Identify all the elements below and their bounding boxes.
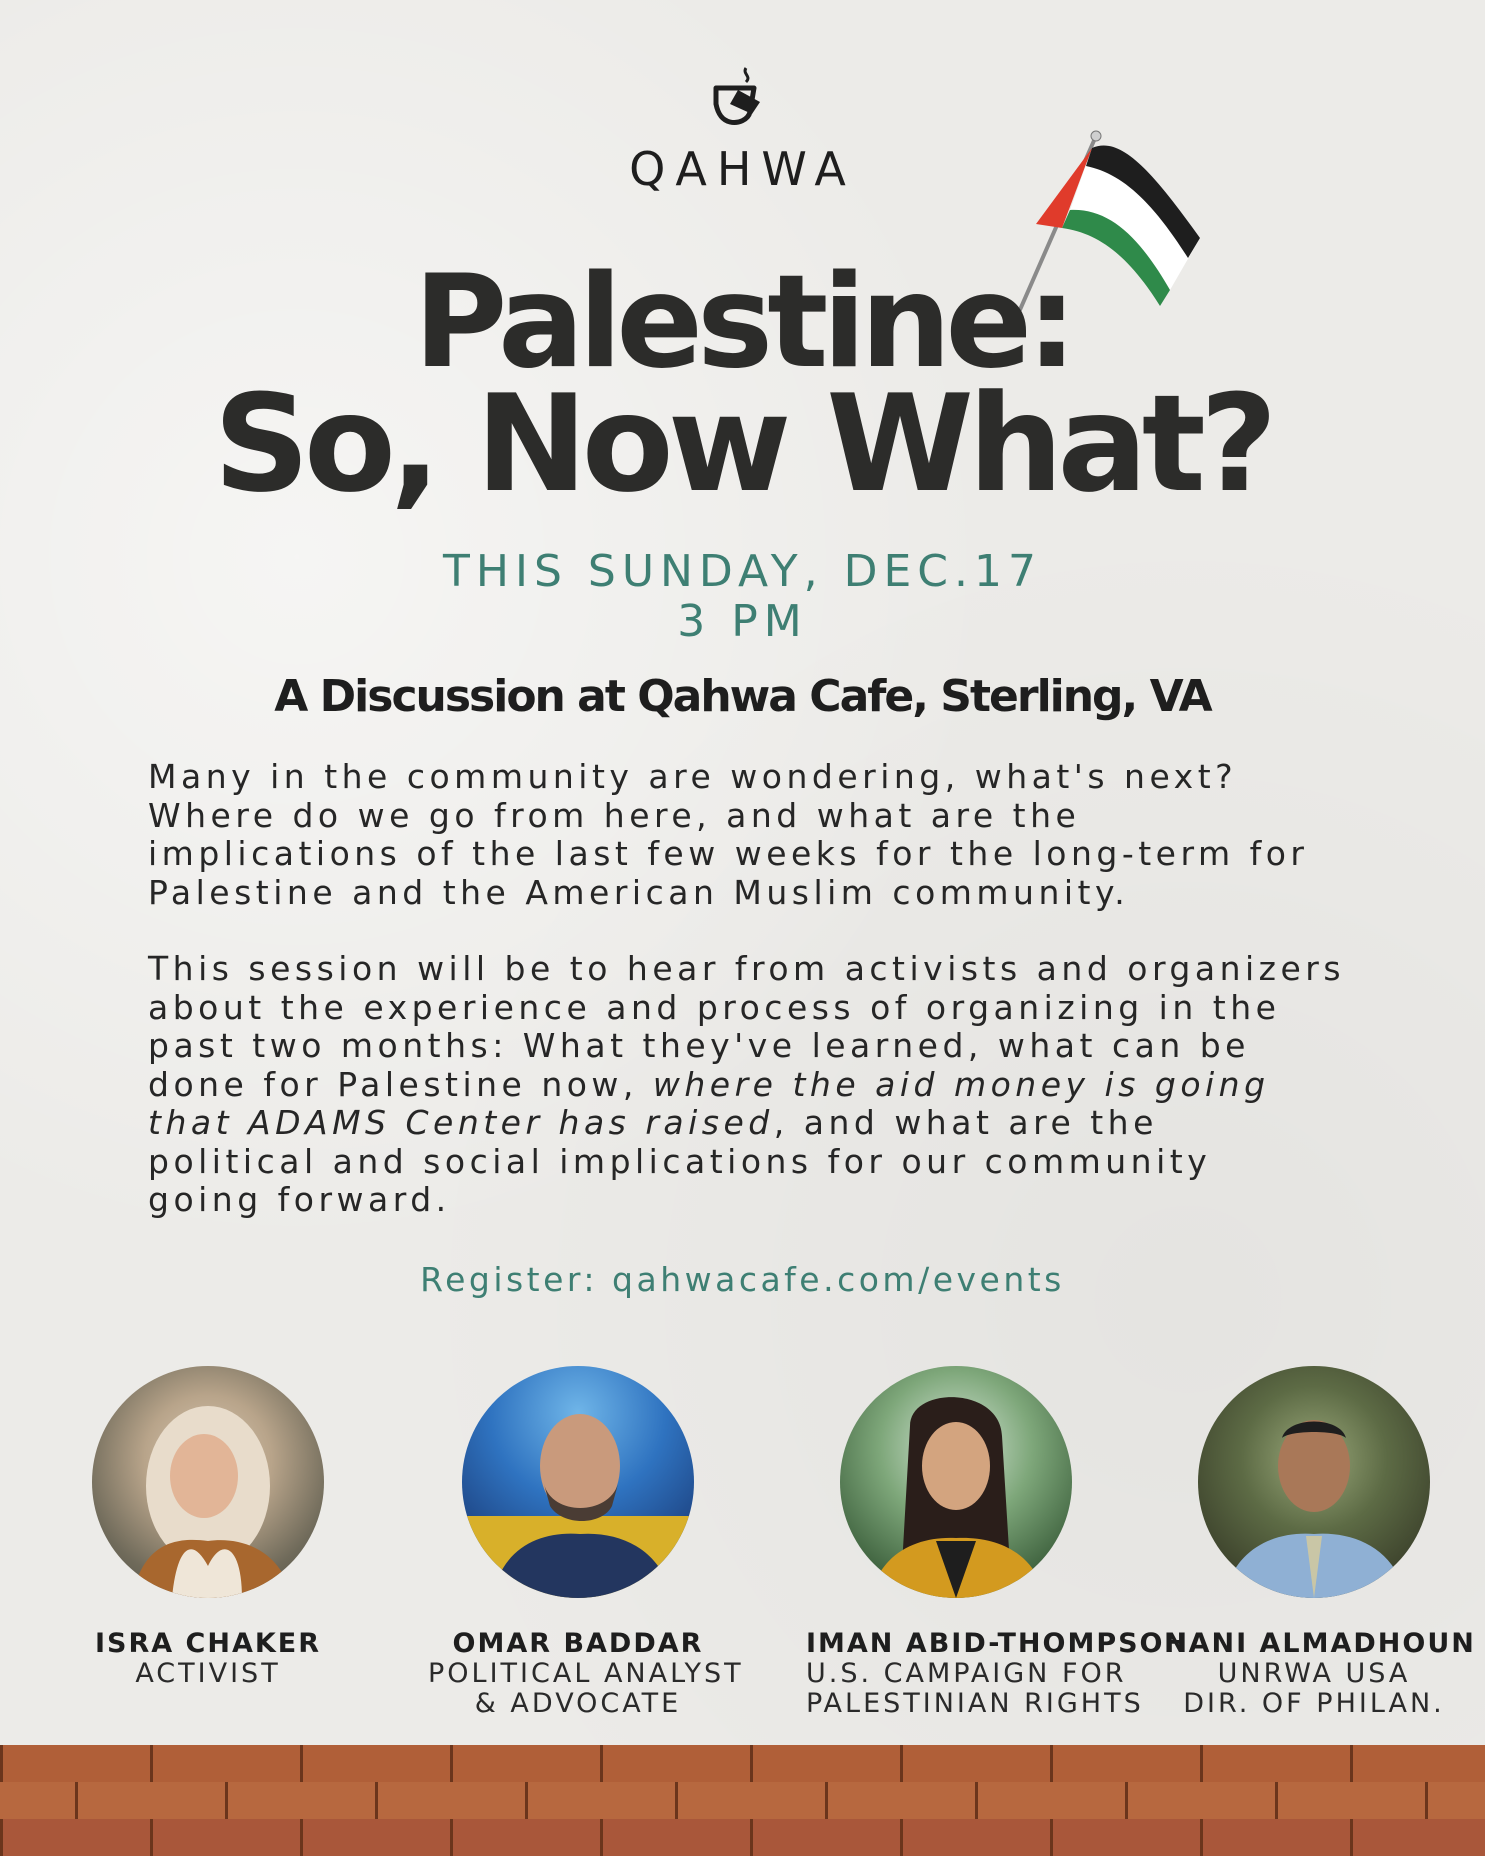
description-text: done for Palestine now, [148,1064,653,1104]
speaker-role: ACTIVIST [135,1658,281,1689]
brick-row [0,1819,1485,1856]
speaker-role: UNRWA USA [1217,1658,1411,1689]
headline-line-1: Palestine: [413,248,1072,397]
description-text: , and what are the [773,1103,1158,1142]
speaker-role: PALESTINIAN RIGHTS [806,1688,1144,1719]
speaker-role: POLITICAL ANALYST [428,1658,744,1689]
speaker-name: HANI ALMADHOUN [1164,1628,1476,1659]
brick-row [0,1782,1485,1819]
description-line: political and social implications for our community [148,1141,1212,1181]
speaker-card [1164,1366,1476,1719]
description-line [148,1104,1388,1143]
description-line: past two months: What they've learned, what can be [148,1026,1250,1065]
event-date: THIS SUNDAY, DEC.17 [443,546,1042,597]
brick-wall-footer [0,1745,1485,1856]
avatar [840,1366,1072,1598]
description-line: going forward. [148,1180,451,1219]
description-line: This session will be to hear from activists and organizers [148,949,1346,988]
avatar [1198,1366,1430,1598]
description-line: about the experience and process of organizing in the [148,987,1281,1027]
description-line [148,1066,1388,1105]
description-line: Where do we go from here, and what are the [148,795,1081,835]
speaker-name: OMAR BADDAR [452,1628,704,1659]
event-time: 3 PM [677,596,808,647]
speaker-name: IMAN ABID-THOMPSON [806,1628,1190,1659]
avatar [462,1366,694,1598]
event-subtitle: A Discussion at Qahwa Cafe, Sterling, VA [274,671,1211,722]
description-emphasis: that ADAMS Center has raised [148,1103,774,1142]
speaker-role: & ADVOCATE [474,1688,682,1719]
speaker-role: U.S. CAMPAIGN FOR [806,1658,1127,1689]
description-line: implications of the last few weeks for the long-term for [148,834,1309,873]
speaker-card [428,1366,744,1719]
description-paragraph-1 [148,758,1388,912]
description-paragraph-2 [148,950,1388,1220]
description-line: Many in the community are wondering, what's next? [148,757,1238,796]
speaker-card [58,1366,358,1689]
speaker-role: DIR. OF PHILAN. [1183,1688,1445,1719]
description-emphasis: where the aid money is going [652,1064,1270,1104]
speaker-card [806,1366,1190,1719]
description-line: Palestine and the American Muslim community. [148,872,1130,912]
headline-line-2: So, Now What? [213,366,1272,522]
brand-wordmark: QAHWA [629,142,856,196]
register-link[interactable]: Register: qahwacafe.com/events [420,1260,1065,1299]
brick-row [0,1745,1485,1782]
speaker-name: ISRA CHAKER [94,1628,322,1659]
avatar [92,1366,324,1598]
coffee-cup-logo-icon [708,64,768,134]
